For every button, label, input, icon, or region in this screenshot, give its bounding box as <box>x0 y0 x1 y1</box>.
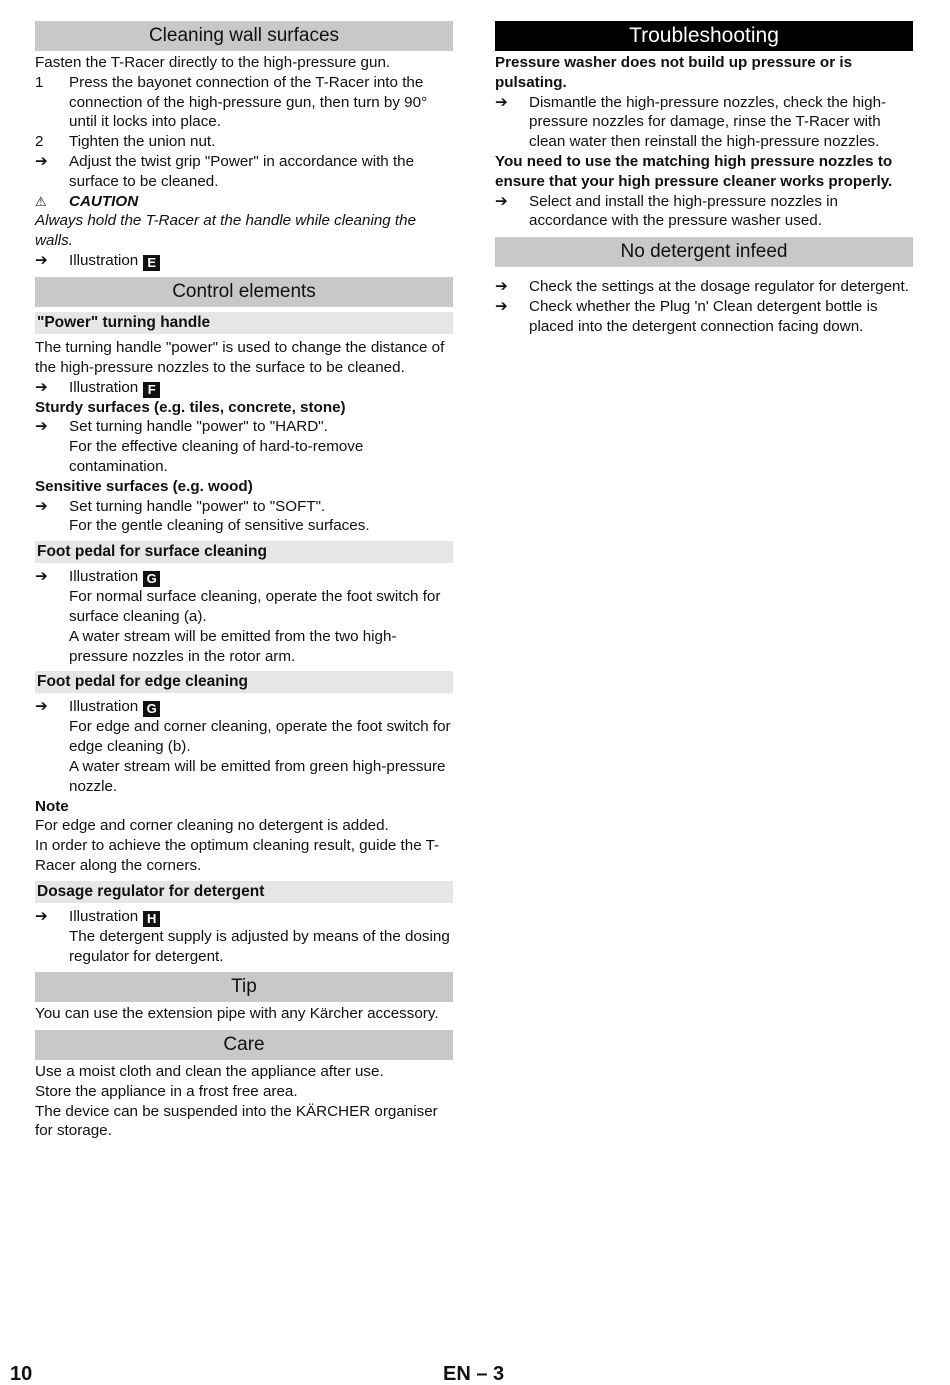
illustration-letter-badge: F <box>143 382 160 398</box>
caution-header <box>35 192 453 212</box>
care-line-3: The device can be suspended into the KÄRCHER organiser for storage. <box>35 1102 438 1140</box>
subheading-power-handle: "Power" turning handle <box>35 312 453 334</box>
section-heading-control-elements: Control elements <box>35 277 453 307</box>
step-text: Set turning handle "power" to "SOFT". <box>69 497 326 515</box>
tip-text: You can use the extension pipe with any Kärcher accessory. <box>35 1005 439 1023</box>
foot-surface-text-2: A water stream will be emitted from the two high-pressure nozzles in the rotor arm. <box>69 627 397 665</box>
foot-edge-text-1: For edge and corner cleaning, operate the foot switch for edge cleaning (b). <box>69 718 451 756</box>
sensitive-step <box>35 497 453 517</box>
section-heading-care: Care <box>35 1030 453 1060</box>
arrow-icon: ➔ <box>35 568 48 586</box>
arrow-icon: ➔ <box>35 698 48 716</box>
care-line-2: Store the appliance in a frost free area. <box>35 1082 298 1100</box>
illustration-ref-e <box>35 251 453 271</box>
warning-icon: ⚠ <box>35 193 47 209</box>
step-adjust <box>35 152 453 192</box>
subheading-foot-pedal-surface: Foot pedal for surface cleaning <box>35 541 453 563</box>
cleaning-walls-intro: Fasten the T-Racer directly to the high-pressure gun. <box>35 54 391 71</box>
problem-matching-nozzles: You need to use the matching high pressure nozzles to ensure that your high pressure cleaner works properly. <box>495 152 893 190</box>
illustration-letter-badge: E <box>143 255 160 271</box>
illustration-label: Illustration <box>69 568 139 586</box>
section-heading-troubleshooting: Troubleshooting <box>495 21 913 51</box>
illustration-letter-badge: G <box>143 701 160 717</box>
arrow-icon: ➔ <box>35 497 48 515</box>
fix-dismantle-nozzles <box>495 93 913 152</box>
arrow-icon: ➔ <box>35 251 48 269</box>
section-heading-tip: Tip <box>35 972 453 1002</box>
step-2 <box>35 132 453 152</box>
section-heading-no-detergent: No detergent infeed <box>495 237 913 267</box>
footer-language-page: EN – 3 <box>443 1363 505 1385</box>
fix-text: Check the settings at the dosage regulator for detergent. <box>529 278 909 296</box>
caution-text: Always hold the T-Racer at the handle while cleaning the walls. <box>35 212 417 250</box>
illustration-ref-g <box>35 567 453 587</box>
right-column <box>495 21 913 337</box>
sensitive-surfaces-title: Sensitive surfaces (e.g. wood) <box>35 477 253 495</box>
care-line-1: Use a moist cloth and clean the appliance after use. <box>35 1063 384 1081</box>
illustration-letter-badge: H <box>143 911 160 927</box>
note-label: Note <box>35 797 69 815</box>
arrow-icon: ➔ <box>495 192 508 210</box>
sturdy-note: For the effective cleaning of hard-to-remove contamination. <box>69 438 364 475</box>
fix-text: Select and install the high-pressure nozzles in accordance with the pressure washer used. <box>529 192 838 230</box>
left-column <box>35 21 453 1141</box>
illustration-label: Illustration <box>69 251 139 269</box>
subheading-dosage-regulator: Dosage regulator for detergent <box>35 881 453 903</box>
arrow-icon: ➔ <box>35 152 48 170</box>
subheading-foot-pedal-edge: Foot pedal for edge cleaning <box>35 671 453 693</box>
page-number: 10 <box>10 1363 33 1385</box>
arrow-icon: ➔ <box>35 378 48 396</box>
step-number: 1 <box>35 73 44 91</box>
step-number: 2 <box>35 133 44 151</box>
foot-surface-text-1: For normal surface cleaning, operate the foot switch for surface cleaning (a). <box>69 588 441 625</box>
fix-check-dosage <box>495 277 913 297</box>
note-text-2: In order to achieve the optimum cleaning result, guide the T-Racer along the corners. <box>35 837 440 874</box>
arrow-icon: ➔ <box>35 418 48 436</box>
illustration-label: Illustration <box>69 907 139 925</box>
illustration-ref-g-2 <box>35 697 453 717</box>
sensitive-note: For the gentle cleaning of sensitive surfaces. <box>69 517 370 535</box>
arrow-icon: ➔ <box>495 93 508 111</box>
arrow-icon: ➔ <box>495 297 508 315</box>
fix-text: Dismantle the high-pressure nozzles, check the high-pressure nozzles for damage, rinse the T-Racer with clean water then reinstall the high-pressure nozzles. <box>529 93 887 151</box>
section-heading-cleaning-walls: Cleaning wall surfaces <box>35 21 453 51</box>
illustration-letter-badge: G <box>143 571 160 587</box>
step-text: Tighten the union nut. <box>69 133 216 151</box>
caution-label: CAUTION <box>69 192 139 210</box>
illustration-ref-h <box>35 907 453 927</box>
arrow-icon: ➔ <box>35 907 48 925</box>
sturdy-step <box>35 417 453 437</box>
illustration-label: Illustration <box>69 698 139 716</box>
fix-select-nozzles <box>495 192 913 232</box>
arrow-icon: ➔ <box>495 278 508 296</box>
step-1 <box>35 73 453 132</box>
sturdy-surfaces-title: Sturdy surfaces (e.g. tiles, concrete, stone) <box>35 398 346 416</box>
dosage-text: The detergent supply is adjusted by means of the dosing regulator for detergent. <box>69 927 450 965</box>
problem-no-pressure: Pressure washer does not build up pressure or is pulsating. <box>495 54 853 91</box>
note-text-1: For edge and corner cleaning no detergent is added. <box>35 817 389 835</box>
illustration-label: Illustration <box>69 378 139 396</box>
illustration-ref-f <box>35 378 453 398</box>
fix-text: Check whether the Plug 'n' Clean detergent bottle is placed into the detergent connection facing down. <box>529 297 878 335</box>
foot-edge-text-2: A water stream will be emitted from green high-pressure nozzle. <box>69 757 446 795</box>
step-text: Press the bayonet connection of the T-Racer into the connection of the high-pressure gun, then turn by 90° until it locks into place. <box>69 73 428 131</box>
power-handle-text: The turning handle "power" is used to change the distance of the high-pressure nozzles to the surface to be cleaned. <box>35 338 445 376</box>
step-text: Set turning handle "power" to "HARD". <box>69 418 328 436</box>
fix-check-bottle <box>495 297 913 337</box>
step-text: Adjust the twist grip "Power" in accordance with the surface to be cleaned. <box>69 152 415 190</box>
